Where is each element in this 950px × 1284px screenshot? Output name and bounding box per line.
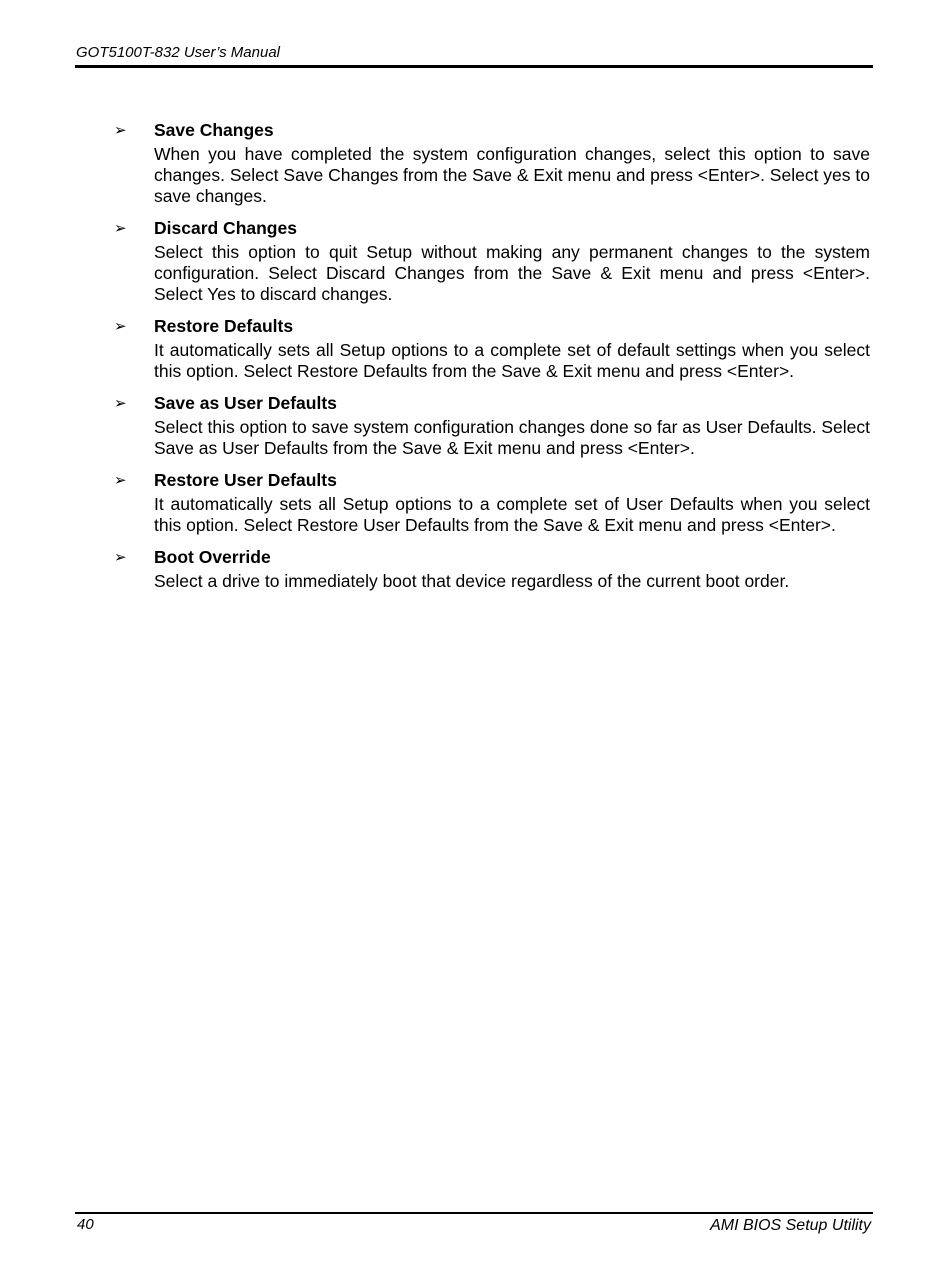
list-item-restore-defaults (114, 316, 870, 382)
item-title: Discard Changes (154, 218, 297, 238)
list-item-restore-user-defaults (114, 470, 870, 536)
section-title: AMI BIOS Setup Utility (710, 1217, 871, 1234)
item-description: Select a drive to immediately boot that device regardless of the current boot order. (154, 571, 790, 591)
footer-divider (75, 1212, 873, 1214)
arrow-bullet-icon: ➢ (114, 220, 127, 237)
option-list (114, 120, 870, 603)
manual-title: GOT5100T-832 User’s Manual (76, 44, 280, 61)
arrow-bullet-icon: ➢ (114, 395, 127, 412)
page-header (75, 44, 873, 68)
item-description: Select this option to save system configuration changes done so far as User Defaults. Select Save as User Defaults from the Save & Exit menu and press <Enter>. (154, 417, 870, 458)
list-item-discard-changes (114, 218, 870, 305)
item-description: It automatically sets all Setup options to a complete set of default settings when you select this option. Select Restore Defaults from the Save & Exit menu and press <Enter>. (154, 340, 870, 381)
item-description: When you have completed the system configuration changes, select this option to save changes. Select Save Changes from the Save & Exit menu and press <Enter>. Select yes to save changes. (154, 144, 870, 206)
item-title: Save Changes (154, 120, 274, 140)
page-footer (75, 1212, 873, 1238)
arrow-bullet-icon: ➢ (114, 122, 127, 139)
item-description: It automatically sets all Setup options to a complete set of User Defaults when you select this option. Select Restore User Defaults from the Save & Exit menu and press <Enter>. (154, 494, 870, 535)
list-item-save-as-user-defaults (114, 393, 870, 459)
item-title: Save as User Defaults (154, 393, 337, 413)
arrow-bullet-icon: ➢ (114, 318, 127, 335)
arrow-bullet-icon: ➢ (114, 549, 127, 566)
item-title: Restore User Defaults (154, 470, 337, 490)
arrow-bullet-icon: ➢ (114, 472, 127, 489)
header-divider (75, 65, 873, 68)
item-description: Select this option to quit Setup without making any permanent changes to the system configuration. Select Discard Changes from the Save & Exit menu and press <Enter>. Select Yes to discard changes. (154, 242, 870, 304)
page-number: 40 (77, 1216, 94, 1233)
list-item-save-changes (114, 120, 870, 207)
list-item-boot-override (114, 547, 870, 592)
item-title: Restore Defaults (154, 316, 294, 336)
item-title: Boot Override (154, 547, 271, 567)
